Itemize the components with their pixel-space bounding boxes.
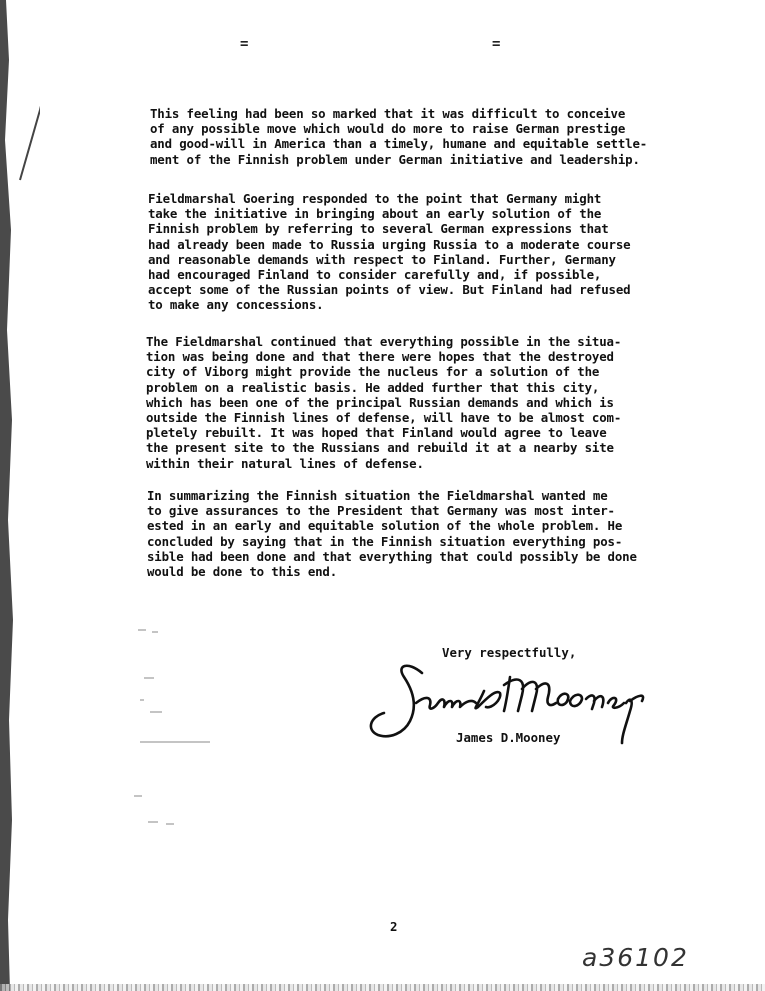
text-line: had already been made to Russia urging Russia to a moderate course xyxy=(148,236,631,252)
text-line: tion was being done and that there were hopes that the destroyed xyxy=(146,349,614,365)
paragraph-3 xyxy=(146,334,621,471)
text-line: and good-will in America than a timely, humane and equitable settle- xyxy=(150,136,648,152)
scan-artifacts xyxy=(120,560,260,840)
text-line: outside the Finnish lines of defense, will have to be almost com- xyxy=(146,410,622,426)
text-line: pletely rebuilt. It was hoped that Finland would agree to leave xyxy=(146,425,607,441)
paragraph-2 xyxy=(148,191,630,313)
archive-number: a36102 xyxy=(582,943,689,972)
text-line: This feeling had been so marked that it was difficult to conceive xyxy=(150,106,626,121)
text-line: which has been one of the principal Russian demands and which is xyxy=(146,394,614,410)
paragraph-1 xyxy=(150,106,647,167)
scan-edge-shadow xyxy=(0,0,40,991)
text-line: Finnish problem by referring to several German expressions that xyxy=(148,221,609,237)
text-line: In summarizing the Finnish situation the Fieldmarshal wanted me xyxy=(147,488,608,503)
text-line: the present site to the Russians and rebuild it at a nearby site xyxy=(146,440,614,456)
text-line: would be done to this end. xyxy=(147,564,338,580)
scan-bottom-edge xyxy=(0,984,765,991)
text-line: concluded by saying that in the Finnish situation everything pos- xyxy=(147,533,623,549)
text-line: accept some of the Russian points of view. But Finland had refused xyxy=(148,282,631,298)
closing-salutation: Very respectfully, xyxy=(442,645,577,660)
text-line: The Fieldmarshal continued that everything possible in the situa- xyxy=(146,334,622,349)
text-line: problem on a realistic basis. He added further that this city, xyxy=(146,379,600,395)
text-line: Fieldmarshal Goering responded to the point that Germany might xyxy=(148,191,602,206)
page-number: 2 xyxy=(390,919,398,934)
text-line: within their natural lines of defense. xyxy=(146,455,424,471)
text-line: take the initiative in bringing about an early solution of the xyxy=(148,206,602,222)
text-line: city of Viborg might provide the nucleus for a solution of the xyxy=(146,364,600,380)
top-mark-left: = xyxy=(240,36,249,52)
text-line: to give assurances to the President that Germany was most inter- xyxy=(147,503,615,519)
signer-name: James D.Mooney xyxy=(456,730,561,745)
text-line: had encouraged Finland to consider carefully and, if possible, xyxy=(148,267,602,283)
text-line: ment of the Finnish problem under German initiative and leadership. xyxy=(150,151,640,167)
text-line: of any possible move which would do more to raise German prestige xyxy=(150,121,626,137)
text-line: ested in an early and equitable solution of the whole problem. He xyxy=(147,518,623,534)
text-line: and reasonable demands with respect to Finland. Further, Germany xyxy=(148,251,616,267)
text-line: to make any concessions. xyxy=(148,297,324,313)
top-mark-right: = xyxy=(492,36,501,52)
text-line: sible had been done and that everything that could possibly be done xyxy=(147,548,637,564)
